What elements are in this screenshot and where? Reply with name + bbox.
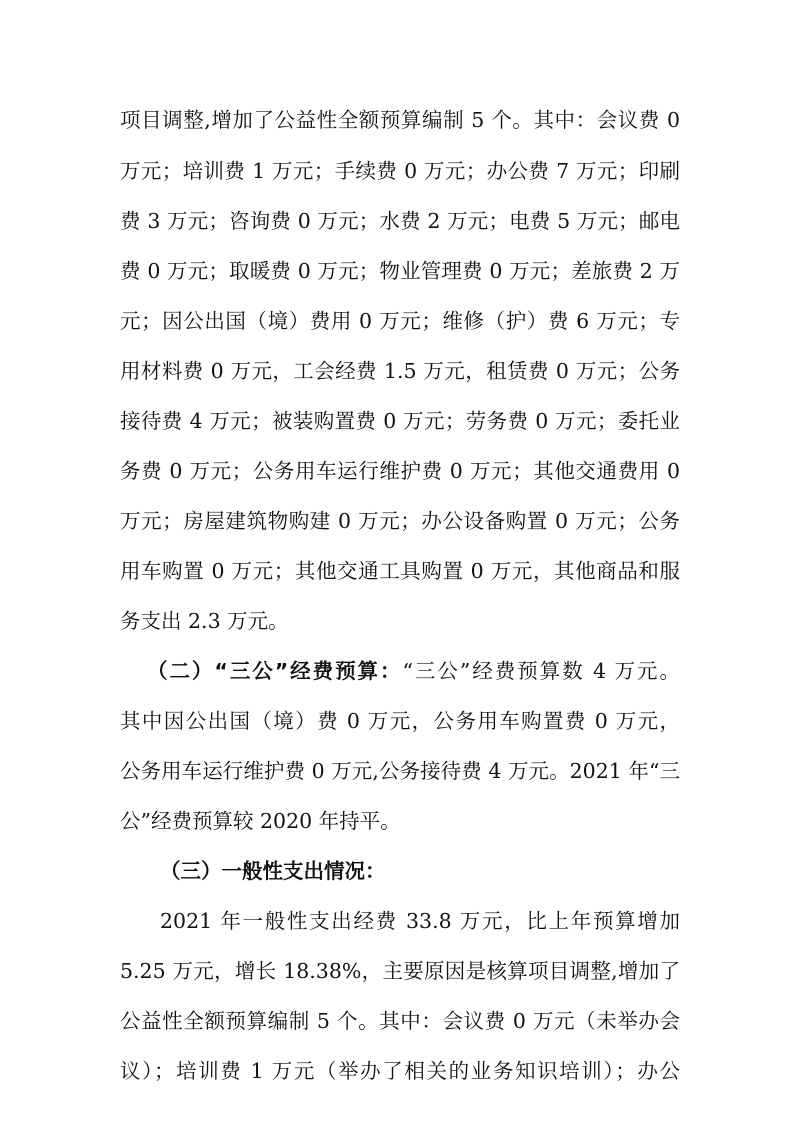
paragraph-line: 万元；培训费 1 万元；手续费 0 万元；办公费 7 万元；印刷 [120, 159, 680, 183]
paragraph-line: 元；因公出国（境）费用 0 万元；维修（护）费 6 万元；专 [120, 309, 680, 333]
paragraph-line: 费 3 万元；咨询费 0 万元；水费 2 万元；电费 5 万元；邮电 [120, 209, 680, 233]
paragraph-line: 务费 0 万元；公务用车运行维护费 0 万元；其他交通费用 0 [120, 459, 680, 483]
paragraph-line: 万元；房屋建筑物购建 0 万元；办公设备购置 0 万元；公务 [120, 509, 680, 533]
section-2-summary: “三公”经费预算数 4 万元。 [402, 659, 680, 683]
paragraph-line: 2021 年一般性支出经费 33.8 万元，比上年预算增加 [160, 909, 680, 933]
paragraph-line: 用材料费 0 万元，工会经费 1.5 万元，租赁费 0 万元；公务 [120, 359, 680, 383]
paragraph-line: 务支出 2.3 万元。 [120, 609, 289, 633]
section-3-heading: （三）一般性支出情况： [160, 859, 386, 883]
paragraph-line: 议）；培训费 1 万元（举办了相关的业务知识培训）；办公 [120, 1059, 680, 1083]
paragraph-line: 其中因公出国（境）费 0 万元，公务用车购置费 0 万元， [120, 709, 680, 733]
paragraph-line: 公益性全额预算编制 5 个。其中：会议费 0 万元（未举办会 [120, 1009, 680, 1033]
paragraph-line: 公”经费预算较 2020 年持平。 [120, 809, 401, 833]
paragraph-line: 接待费 4 万元；被装购置费 0 万元；劳务费 0 万元；委托业 [120, 409, 680, 433]
paragraph-line: 5.25 万元，增长 18.38%，主要原因是核算项目调整,增加了 [120, 959, 680, 983]
paragraph-line: 公务用车运行维护费 0 万元,公务接待费 4 万元。2021 年“三 [120, 759, 680, 783]
paragraph-line: 费 0 万元；取暖费 0 万元；物业管理费 0 万元；差旅费 2 万 [120, 259, 680, 283]
section-2-first-line [147, 656, 680, 686]
section-2-heading: （二）“三公”经费预算： [147, 659, 403, 683]
paragraph-line: 用车购置 0 万元；其他交通工具购置 0 万元，其他商品和服 [120, 559, 680, 583]
paragraph-line: 项目调整,增加了公益性全额预算编制 5 个。其中：会议费 0 [120, 108, 680, 132]
